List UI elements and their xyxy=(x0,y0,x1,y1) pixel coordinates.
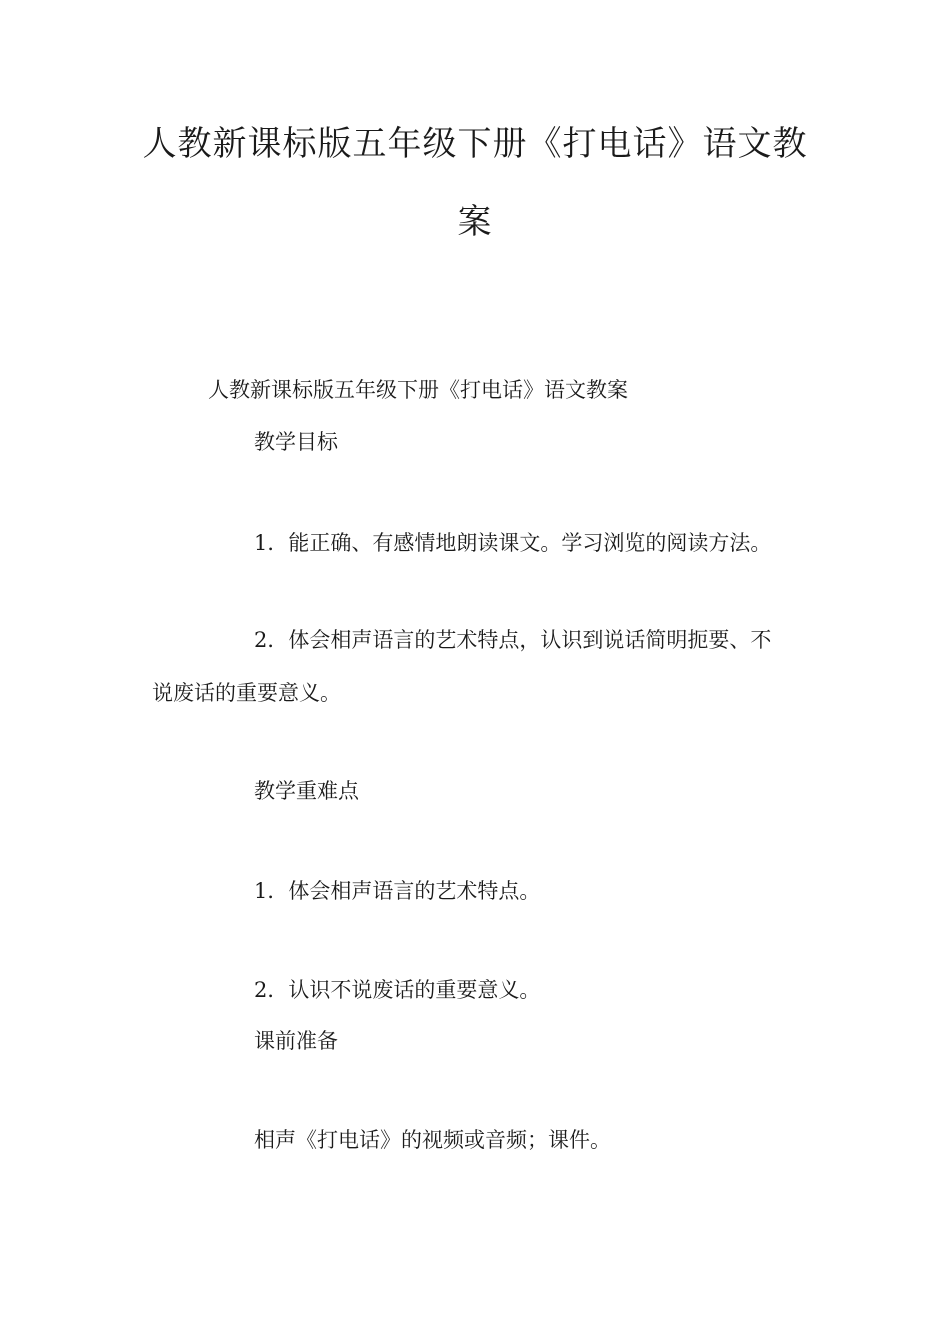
document-title-line-1: 人教新课标版五年级下册《打电话》语文教 xyxy=(142,124,808,164)
key-point-item-1: 1．体会相声语言的艺术特点。 xyxy=(254,879,541,903)
section-heading-goals: 教学目标 xyxy=(254,430,338,454)
section-heading-key-points: 教学重难点 xyxy=(254,779,359,803)
goal-item-2-line-2: 说废话的重要意义。 xyxy=(152,681,341,705)
section-heading-preparation: 课前准备 xyxy=(254,1029,338,1053)
goal-item-1: 1．能正确、有感情地朗读课文。学习浏览的阅读方法。 xyxy=(254,531,772,555)
key-point-item-2: 2．认识不说废话的重要意义。 xyxy=(254,978,541,1002)
goal-item-2-line-1: 2．体会相声语言的艺术特点，认识到说话简明扼要、不 xyxy=(254,628,772,652)
document-title-line-2: 案 xyxy=(457,202,493,242)
document-subtitle: 人教新课标版五年级下册《打电话》语文教案 xyxy=(208,378,628,402)
preparation-item-1: 相声《打电话》的视频或音频；课件。 xyxy=(254,1128,611,1152)
